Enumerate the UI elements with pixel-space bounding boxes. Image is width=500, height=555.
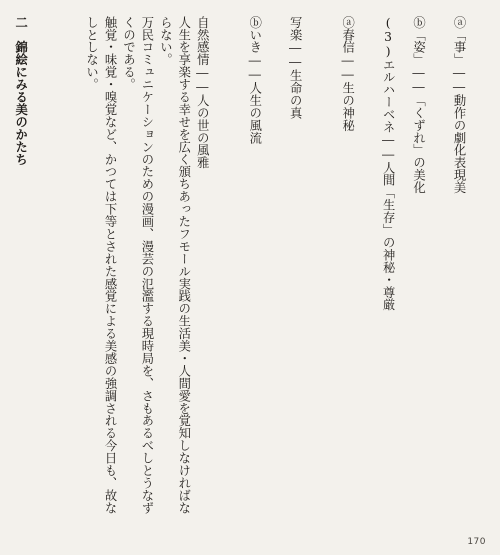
text-line: 写楽――生命の真	[288, 16, 303, 119]
text-line: 人生を享楽する幸せを広く頒ちあったフモール実践の生活美・人間愛を覚知しなければならない。	[158, 16, 191, 514]
text-line: 触覚・味覚・嗅覚など、かつては下等とされた感覚による美感の強調される今日も、故なしとしない。	[84, 16, 118, 514]
text-line: 自然感情――人の世の風雅	[195, 16, 210, 169]
text-line: 万民コミュニケーションのための漫画、漫芸の氾濫する現時局を、さもあるべしとうなずくのである。	[121, 16, 154, 514]
page-number: 170	[467, 537, 486, 547]
text-line: ⓑ「姿」――「くずれ」の美化	[411, 16, 426, 194]
section-heading: 二 錦絵にみる美のかたち	[13, 16, 29, 166]
vertical-text-body	[6, 16, 490, 521]
text-line: ⓑいき――人生の風流	[247, 16, 262, 144]
text-line: (3)エルハーベネ――人間「生存」の神秘・尊厳	[381, 16, 396, 311]
text-line: ⓐ「事」――動作の劇化表現美	[452, 16, 466, 194]
blank-line	[64, 16, 82, 521]
text-line: ⓐ春信――生の神秘	[340, 16, 355, 132]
